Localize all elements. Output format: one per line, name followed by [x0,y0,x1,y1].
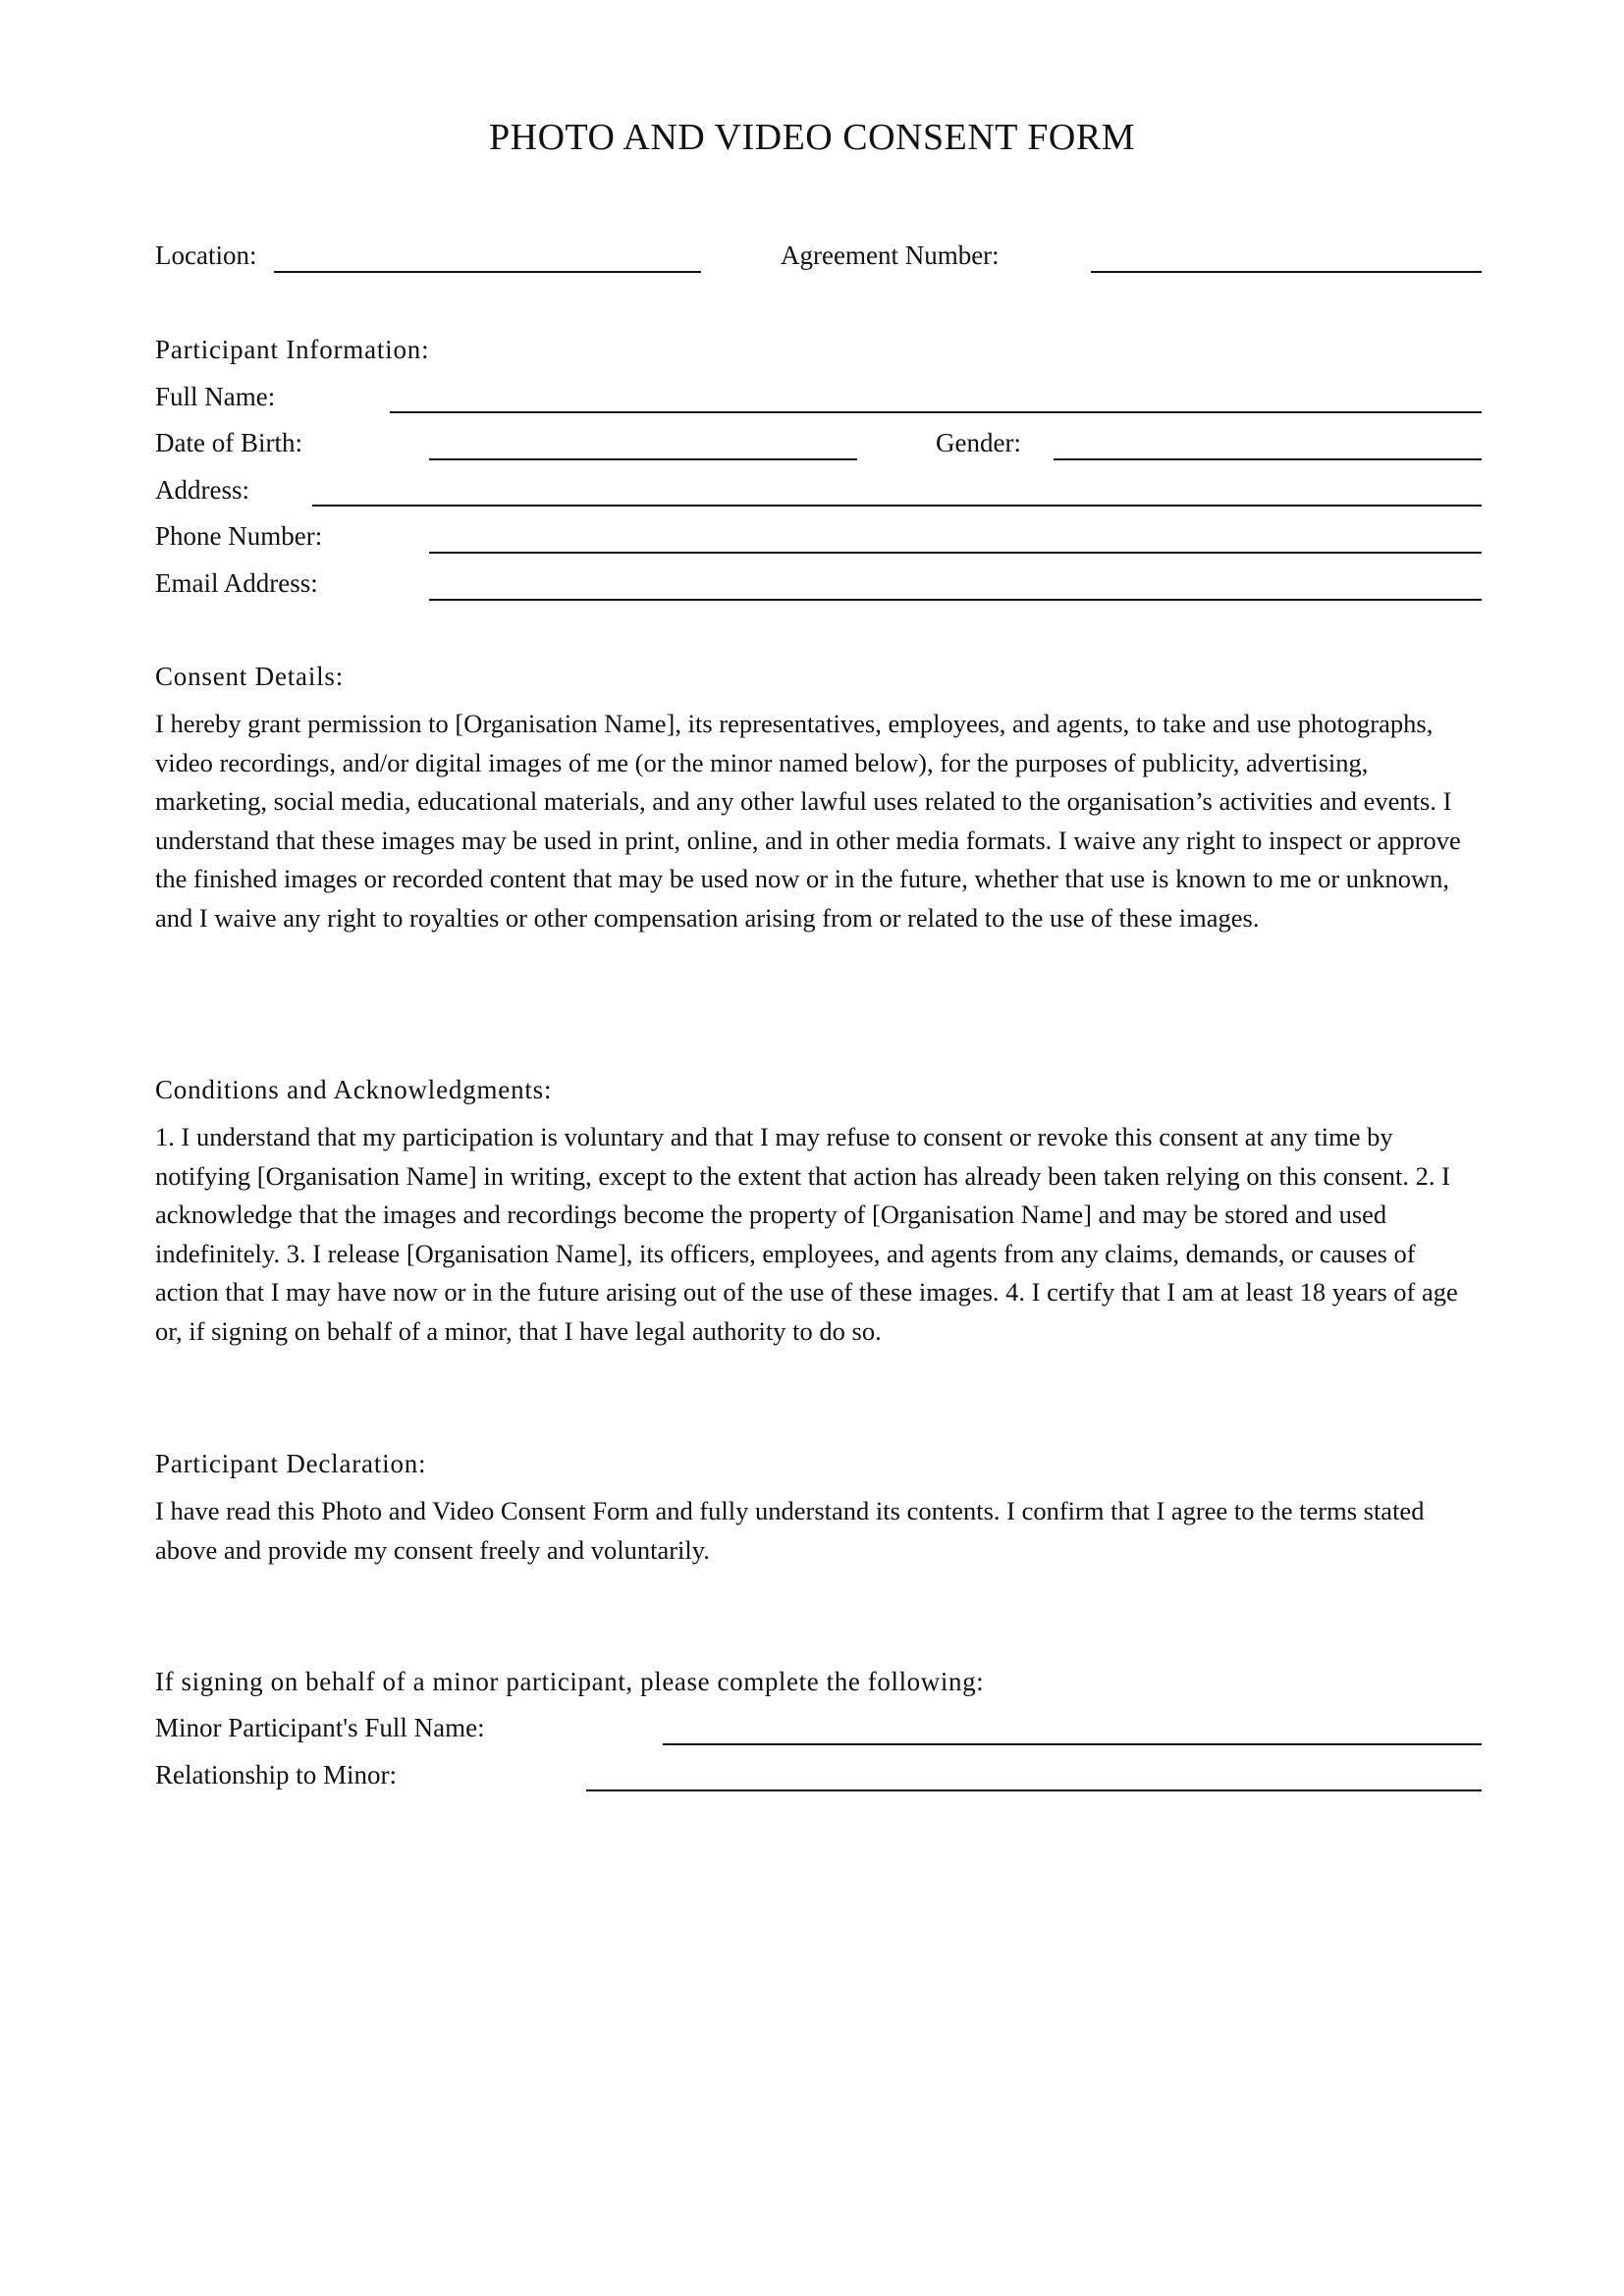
consent-details-heading: Consent Details: [155,662,345,691]
participant-declaration-heading: Participant Declaration: [155,1449,427,1478]
minor-section-heading: If signing on behalf of a minor participant, please complete the following: [155,1667,985,1696]
email-address-field[interactable] [429,599,1482,601]
consent-details-text: I hereby grant permission to [Organisation Name], its representatives, employees, and agents, to take and use photographs, video recordings, and/or digital images of me (or the minor named below), for the purposes of publicity, advertising, marketing, social media, educational materials, and any other lawful uses related to the organisation’s activities and events. I understand that these images may be used in print, online, and in other media formats. I waive any right to inspect or approve the finished images or recorded content that may be used now or in the future, whether that use is known to me or unknown, and I waive any right to royalties or other compensation arising from or related to the use of these images. [155,709,1461,933]
location-field[interactable] [274,271,701,273]
address-label: Address: [155,475,249,505]
location-label: Location: [155,240,257,270]
gender-label: Gender: [936,428,1021,457]
minor-full-name-label: Minor Participant's Full Name: [155,1713,485,1742]
phone-number-field[interactable] [429,552,1482,554]
address-field[interactable] [312,505,1482,507]
participant-information-heading: Participant Information: [155,335,430,364]
phone-number-label: Phone Number: [155,521,323,551]
date-of-birth-label: Date of Birth: [155,428,302,457]
conditions-text: 1. I understand that my participation is voluntary and that I may refuse to consent or revoke this consent at any time by notifying [Organisation Name] in writing, except to the extent that action has already been taken relying on this consent. 2. I acknowledge that the images and recordings become the property of [Organisation Name] and may be stored and used indefinitely. 3. I release [Organisation Name], its officers, employees, and agents from any claims, demands, or causes of action that I may have now or in the future arising out of the use of these images. 4. I certify that I am at least 18 years of age or, if signing on behalf of a minor, that I have legal authority to do so. [155,1122,1458,1346]
email-address-label: Email Address: [155,568,318,598]
full-name-field[interactable] [390,411,1482,413]
date-of-birth-field[interactable] [429,458,857,460]
relationship-to-minor-field[interactable] [586,1789,1482,1791]
full-name-label: Full Name: [155,382,276,411]
conditions-heading: Conditions and Acknowledgments: [155,1075,553,1104]
form-title: PHOTO AND VIDEO CONSENT FORM [489,117,1135,158]
gender-field[interactable] [1054,458,1482,460]
participant-declaration-text: I have read this Photo and Video Consent Form and fully understand its contents. I confirm that I agree to the terms stated above and provide my consent freely and voluntarily. [155,1496,1425,1565]
relationship-to-minor-label: Relationship to Minor: [155,1760,397,1789]
minor-full-name-field[interactable] [663,1743,1482,1745]
agreement-number-label: Agreement Number: [781,240,1000,270]
agreement-number-field[interactable] [1091,271,1482,273]
